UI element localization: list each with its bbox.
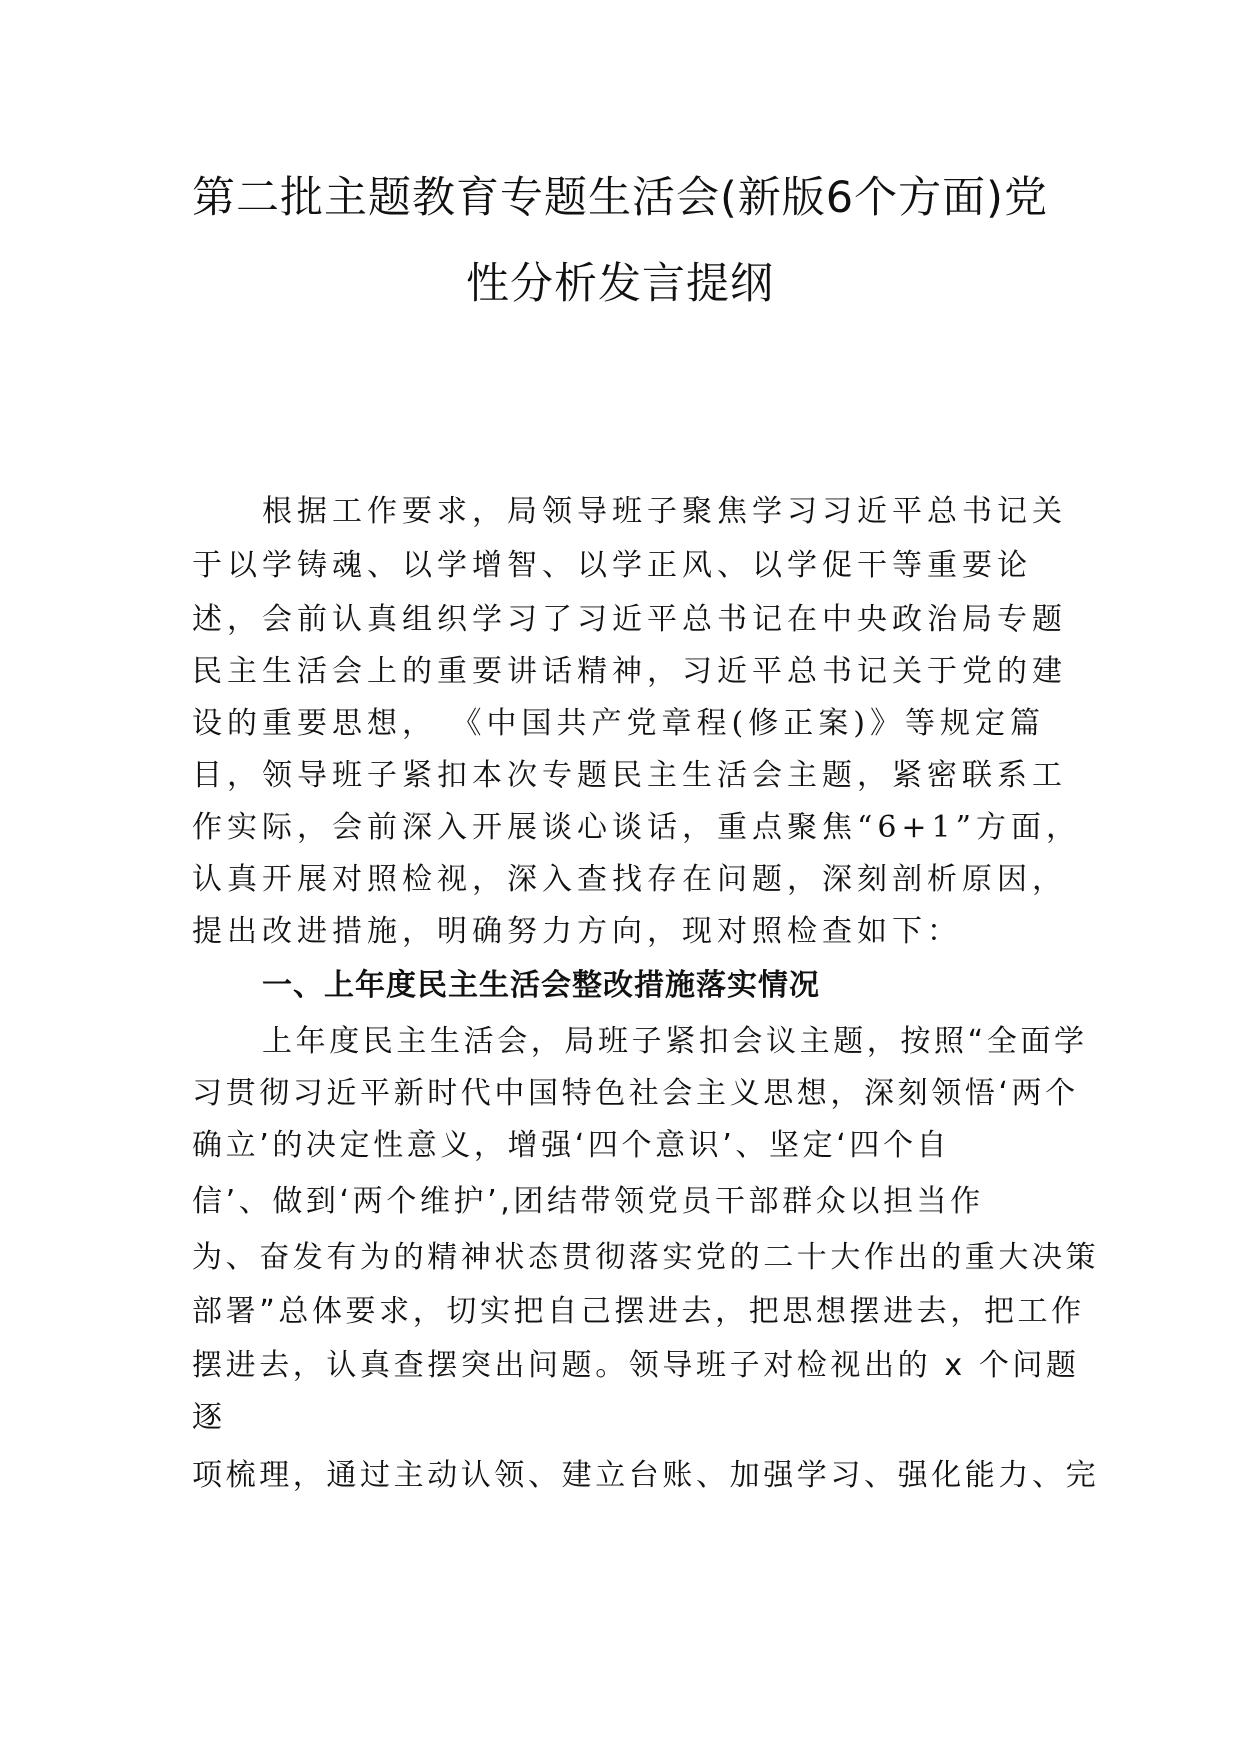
document-title-line-1: 第二批主题教育专题生活会(新版6个方面)党 [192, 173, 1048, 223]
section-1-heading: 一、上年度民主生活会整改措施落实情况 [262, 968, 820, 1003]
section-1-line-4: 信’、做到‘两个维护’,团结带领党员干部群众以担当作 [192, 1184, 984, 1219]
intro-line-8: 认真开展对照检视，深入查找存在问题，深刻剖析原因， [192, 862, 1067, 897]
section-1-line-8: 逐 [192, 1400, 226, 1435]
intro-line-1: 根据工作要求，局领导班子聚焦学习习近平总书记关 [262, 494, 1067, 529]
intro-line-9: 提出改进措施，明确努力方向，现对照检查如下： [192, 914, 962, 949]
intro-line-6: 目，领导班子紧扣本次专题民主生活会主题，紧密联系工 [192, 758, 1067, 793]
intro-line-3: 述，会前认真组织学习了习近平总书记在中央政治局专题 [192, 602, 1067, 637]
section-1-line-2: 习贯彻习近平新时代中国特色社会主义思想，深刻领悟‘两个 [192, 1076, 1079, 1111]
intro-line-4: 民主生活会上的重要讲话精神，习近平总书记关于党的建 [192, 654, 1067, 689]
intro-line-2: 于以学铸魂、以学增智、以学正风、以学促干等重要论 [192, 548, 1032, 583]
intro-line-7: 作实际，会前深入开展谈心谈话，重点聚焦“6+1”方面， [192, 810, 1081, 845]
intro-line-5: 设的重要思想， 《中国共产党章程(修正案)》等规定篇 [192, 706, 1045, 741]
section-1-line-1: 上年度民主生活会，局班子紧扣会议主题，按照“全面学 [262, 1024, 1088, 1059]
section-1-line-3: 确立’的决定性意义，增强‘四个意识’、坚定‘四个自 [192, 1128, 951, 1163]
section-1-line-5: 为、奋发有为的精神状态贯彻落实党的二十大作出的重大决策 [192, 1240, 1100, 1275]
section-1-line-9: 项梳理，通过主动认领、建立台账、加强学习、强化能力、完 [192, 1458, 1100, 1493]
document-title-line-2: 性分析发言提纲 [466, 259, 774, 309]
section-1-line-6: 部署”总体要求，切实把自己摆进去，把思想摆进去，把工作 [192, 1294, 1085, 1329]
section-1-line-7: 摆进去，认真查摆突出问题。领导班子对检视出的 x 个问题 [192, 1348, 1080, 1383]
